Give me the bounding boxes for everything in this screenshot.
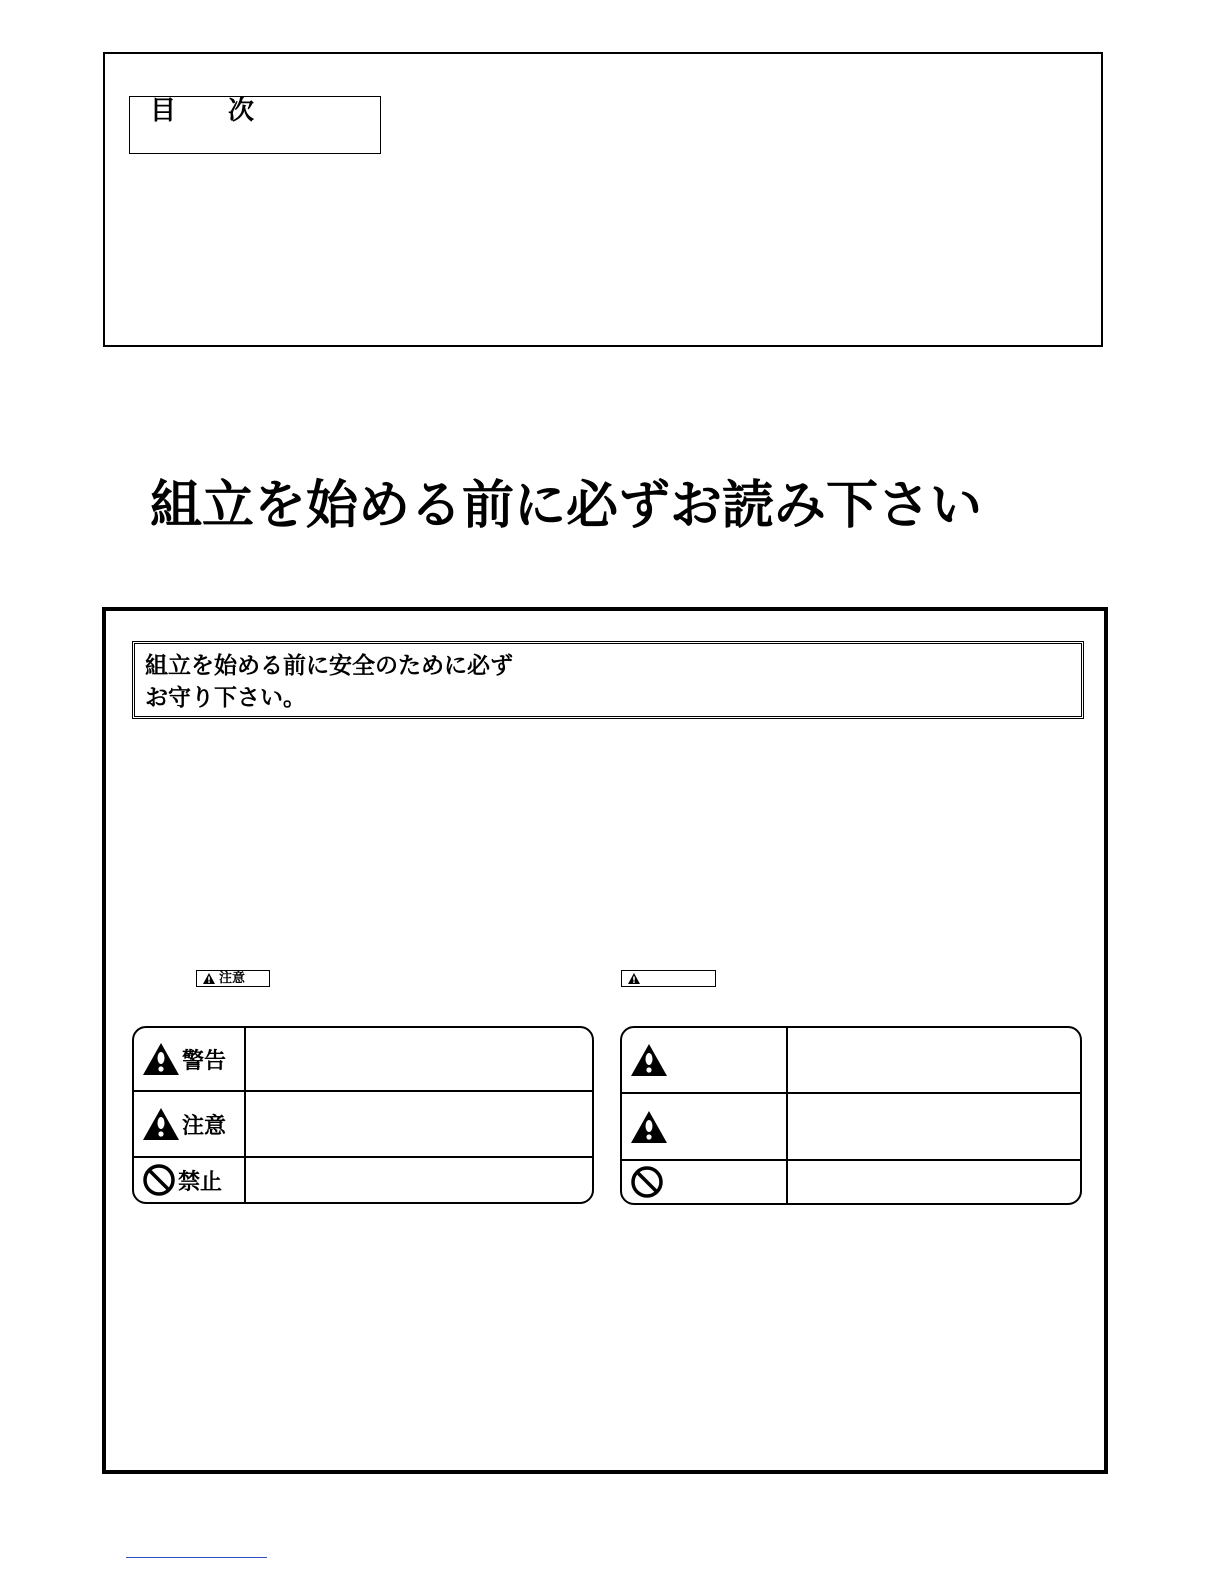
legend-symbol-cell <box>134 1028 246 1090</box>
warning-triangle-icon <box>142 1107 180 1141</box>
legend-symbol-cell <box>134 1158 246 1202</box>
legend-label-prohibited: 禁止 <box>178 1169 223 1195</box>
table-of-contents-box <box>103 52 1103 347</box>
warning-triangle-icon <box>628 973 640 984</box>
legend-label-warning: 警告 <box>182 1048 227 1074</box>
legend-row-caution <box>134 1092 592 1158</box>
legend-symbol-cell <box>134 1092 246 1156</box>
symbol-legend-left <box>132 1026 594 1204</box>
page-title: 組立を始める前に必ずお読み下さい <box>150 476 983 536</box>
symbol-legend-right <box>620 1026 1082 1205</box>
prohibited-icon <box>630 1165 664 1199</box>
legend-description <box>246 1028 592 1090</box>
legend-description <box>246 1092 592 1156</box>
safety-instructions-box <box>102 607 1108 1474</box>
legend-description <box>788 1094 1080 1159</box>
safety-notice-line-2: お守り下さい。 <box>145 685 306 711</box>
toc-heading: 目 次 <box>129 96 381 154</box>
prohibited-icon <box>142 1163 176 1197</box>
footer-divider <box>126 1557 267 1558</box>
legend-row-caution <box>622 1094 1080 1161</box>
legend-row-prohibited <box>134 1158 592 1202</box>
warning-triangle-icon <box>203 973 215 984</box>
caution-tag-left-label: 注意 <box>219 970 246 986</box>
safety-notice-line-1: 組立を始める前に安全のために必ず <box>145 653 513 679</box>
legend-description <box>246 1158 592 1202</box>
legend-row-warning <box>622 1028 1080 1094</box>
legend-label-caution: 注意 <box>182 1113 227 1139</box>
legend-symbol-cell <box>622 1094 788 1159</box>
warning-triangle-icon <box>630 1110 668 1144</box>
legend-symbol-cell <box>622 1028 788 1092</box>
legend-row-prohibited <box>622 1161 1080 1203</box>
warning-triangle-icon <box>630 1043 668 1077</box>
legend-description <box>788 1161 1080 1203</box>
legend-symbol-cell <box>622 1161 788 1203</box>
legend-row-warning <box>134 1028 592 1092</box>
legend-description <box>788 1028 1080 1092</box>
safety-notice <box>132 641 1084 719</box>
caution-tag-left <box>196 970 270 987</box>
caution-tag-right <box>621 970 716 987</box>
warning-triangle-icon <box>142 1042 180 1076</box>
